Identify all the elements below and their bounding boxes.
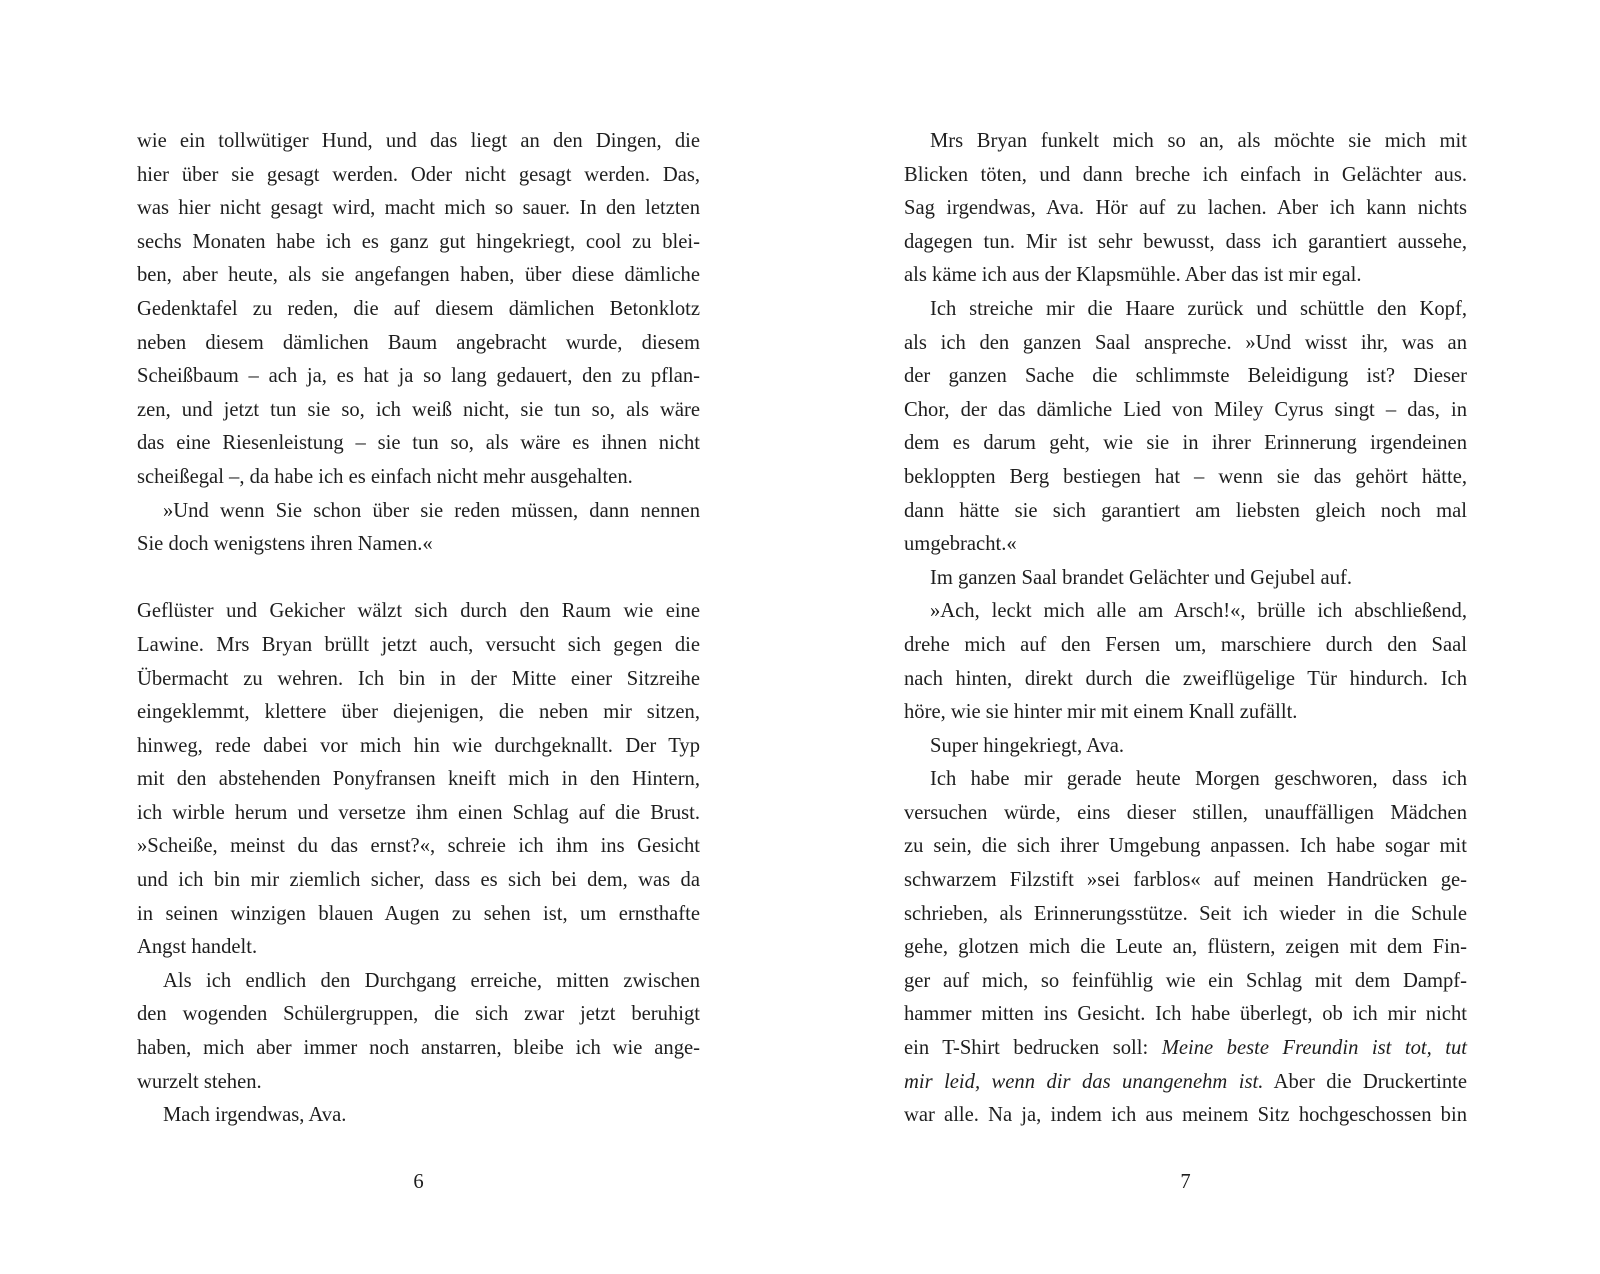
right-page	[904, 125, 1467, 1245]
text-line	[904, 1066, 1467, 1100]
text-line: »Und wenn Sie schon über sie reden müssen, dann nennen	[163, 499, 700, 522]
text-line: dem es darum geht, wie sie in ihrer Erinnerung irgendeinen	[904, 432, 1467, 455]
text-line: Lawine. Mrs Bryan brüllt jetzt auch, versucht sich gegen die	[137, 633, 700, 656]
paragraph	[904, 763, 1467, 1133]
right-page-text	[904, 125, 1467, 1133]
text-line: Als ich endlich den Durchgang erreiche, mitten zwischen	[163, 969, 700, 992]
paragraph	[137, 125, 700, 495]
text-line: als ich den ganzen Saal anspreche. »Und wisst ihr, was an	[904, 331, 1467, 354]
text-line: dann hätte sie sich garantiert am liebsten gleich noch mal	[904, 499, 1467, 522]
text-line: gehe, glotzen mich die Leute an, flüstern, zeigen mit dem Fin-	[904, 936, 1467, 959]
italic-text: mir leid, wenn dir das unangenehm ist.	[904, 1070, 1264, 1093]
text-line: »Scheiße, meinst du das ernst?«, schreie ich ihm ins Gesicht	[137, 835, 700, 858]
paragraph	[137, 965, 700, 1099]
text-line: der ganzen Sache die schlimmste Beleidigung ist? Dieser	[904, 365, 1467, 388]
text-line: Ich habe mir gerade heute Morgen geschworen, dass ich	[930, 768, 1467, 791]
text-line: hammer mitten ins Gesicht. Ich habe überlegt, ob ich mir nicht	[904, 1003, 1467, 1026]
italic-text: Meine beste Freundin ist tot, tut	[1161, 1037, 1467, 1060]
text-line: was hier nicht gesagt wird, macht mich so sauer. In den letzten	[137, 197, 700, 220]
paragraph	[904, 595, 1467, 729]
text-line: drehe mich auf den Fersen um, marschiere durch den Saal	[904, 633, 1467, 656]
text-line: haben, mich aber immer noch anstarren, bleibe ich wie ange-	[137, 1037, 700, 1060]
text-line: Chor, der das dämliche Lied von Miley Cyrus singt – das, in	[904, 398, 1467, 421]
text-line: schwarzem Filzstift »sei farblos« auf meinen Handrücken ge-	[904, 869, 1467, 892]
paragraph	[904, 562, 1467, 596]
text-line: schrieben, als Erinnerungsstütze. Seit ich wieder in die Schule	[904, 902, 1467, 925]
text-line: umgebracht.«	[904, 533, 1017, 556]
text-line	[904, 1032, 1467, 1066]
text-line: in seinen winzigen blauen Augen zu sehen ist, um ernsthafte	[137, 902, 700, 925]
text-line: Super hingekriegt, Ava.	[930, 734, 1125, 757]
text-line: ich wirble herum und versetze ihm einen Schlag auf die Brust.	[137, 801, 700, 824]
text-line: nach hinten, direkt durch die zweiflügelige Tür hindurch. Ich	[904, 667, 1467, 690]
paragraph	[904, 125, 1467, 293]
text-line: Geflüster und Gekicher wälzt sich durch den Raum wie eine	[137, 600, 700, 623]
text-line: Blicken töten, und dann breche ich einfach in Gelächter aus.	[904, 163, 1467, 186]
text-line: »Ach, leckt mich alle am Arsch!«, brülle ich abschließend,	[930, 600, 1467, 623]
text-line: den wogenden Schülergruppen, die sich zwar jetzt beruhigt	[137, 1003, 700, 1026]
text-line: Scheißbaum – ach ja, es hat ja so lang gedauert, den zu pflan-	[137, 365, 700, 388]
paragraph	[137, 495, 700, 562]
page-number-left: 6	[413, 1171, 424, 1193]
text-line: mit den abstehenden Ponyfransen kneift mich in den Hintern,	[137, 768, 700, 791]
text-line: wie ein tollwütiger Hund, und das liegt an den Dingen, die	[137, 130, 700, 152]
paragraph	[137, 1099, 700, 1133]
paragraph	[904, 293, 1467, 562]
text-line: zen, und jetzt tun sie so, ich weiß nicht, sie tun so, als wäre	[137, 398, 700, 421]
text-line: Im ganzen Saal brandet Gelächter und Gejubel auf.	[930, 566, 1352, 589]
text-line: Mach irgendwas, Ava.	[163, 1104, 347, 1127]
text-segment: Aber die Druckertinte	[1263, 1070, 1467, 1093]
text-line: höre, wie sie hinter mir mit einem Knall zufällt.	[904, 701, 1298, 724]
text-line: dagegen tun. Mir ist sehr bewusst, dass ich garantiert aussehe,	[904, 230, 1467, 253]
text-line: hier über sie gesagt werden. Oder nicht gesagt werden. Das,	[137, 163, 700, 186]
text-line: scheißegal –, da habe ich es einfach nicht mehr ausgehalten.	[137, 465, 633, 488]
text-line: Sie doch wenigstens ihren Namen.«	[137, 533, 433, 556]
page-number-right: 7	[1180, 1171, 1191, 1193]
text-line: das eine Riesenleistung – sie tun so, als wäre es ihnen nicht	[137, 432, 700, 455]
text-line: Gedenktafel zu reden, die auf diesem dämlichen Betonklotz	[137, 297, 700, 320]
text-line: Mrs Bryan funkelt mich so an, als möchte sie mich mit	[930, 130, 1467, 152]
text-line: zu sein, die sich ihrer Umgebung anpassen. Ich habe sogar mit	[904, 835, 1467, 858]
text-line: und ich bin mir ziemlich sicher, dass es sich bei dem, was da	[137, 869, 700, 892]
text-line: Übermacht zu wehren. Ich bin in der Mitte einer Sitzreihe	[137, 667, 700, 690]
text-line: als käme ich aus der Klapsmühle. Aber das ist mir egal.	[904, 264, 1362, 287]
text-line: neben diesem dämlichen Baum angebracht wurde, diesem	[137, 331, 700, 354]
text-line: ben, aber heute, als sie angefangen haben, über diese dämliche	[137, 264, 700, 287]
text-line: wurzelt stehen.	[137, 1070, 262, 1093]
text-line: Sag irgendwas, Ava. Hör auf zu lachen. Aber ich kann nichts	[904, 197, 1467, 220]
text-line: bekloppten Berg bestiegen hat – wenn sie das gehört hätte,	[904, 465, 1467, 488]
section-break	[137, 562, 700, 596]
text-line: Angst handelt.	[137, 936, 258, 959]
left-page	[137, 125, 700, 1245]
paragraph	[904, 730, 1467, 764]
text-line: sechs Monaten habe ich es ganz gut hingekriegt, cool zu blei-	[137, 230, 700, 253]
text-line: ger auf mich, so feinfühlig wie ein Schlag mit dem Dampf-	[904, 969, 1467, 992]
text-line: hinweg, rede dabei vor mich hin wie durchgeknallt. Der Typ	[137, 734, 700, 757]
text-line: versuchen würde, eins dieser stillen, unauffälligen Mädchen	[904, 801, 1467, 824]
text-segment: ein T-Shirt bedrucken soll:	[904, 1037, 1162, 1060]
paragraph	[137, 595, 700, 965]
text-line: Ich streiche mir die Haare zurück und schüttle den Kopf,	[930, 297, 1467, 320]
left-page-text	[137, 125, 700, 1133]
text-line: eingeklemmt, klettere über diejenigen, die neben mir sitzen,	[137, 701, 700, 724]
text-line: war alle. Na ja, indem ich aus meinem Sitz hochgeschossen bin	[904, 1104, 1467, 1127]
